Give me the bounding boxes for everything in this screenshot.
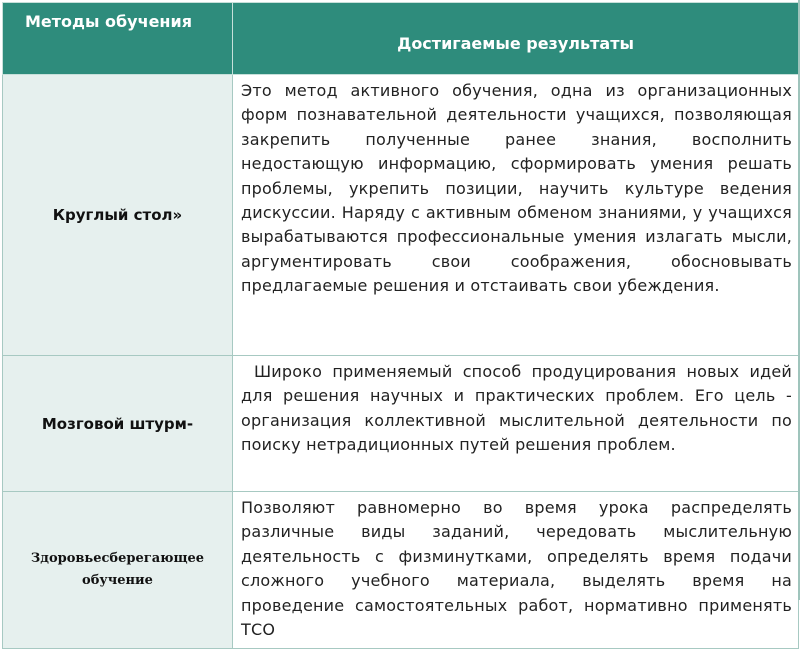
header-methods: Методы обучения	[3, 3, 233, 75]
result-cell-brainstorm: Широко применяемый способ продуцирования новых идей для решения научных и практических проблем. Его цель - организация коллективной мыслительной деятельности по поиску нетрадиционных путей решения проблем.	[233, 356, 799, 492]
method-cell-round-table: Круглый стол»	[3, 75, 233, 356]
table-row	[3, 492, 799, 649]
methods-table	[2, 2, 799, 649]
result-cell-round-table: Это метод активного обучения, одна из организационных форм познавательной деятельности учащихся, позволяющая закрепить полученные ранее знания, восполнить недостающую информацию, сформировать умения решать проблемы, укрепить позиции, научить культуре ведения дискуссии. Наряду с активным обменом знаниями, у учащихся вырабатываются профессиональные умения излагать мысли, аргументировать свои соображения, обосновывать предлагаемые решения и отстаивать свои убеждения.	[233, 75, 799, 356]
table-header-row	[3, 3, 799, 75]
table-row	[3, 75, 799, 356]
header-results: Достигаемые результаты	[233, 3, 799, 75]
method-cell-brainstorm: Мозговой штурм-	[3, 356, 233, 492]
method-cell-health-saving: Здоровьесберегающее обучение	[3, 492, 233, 649]
result-cell-health-saving: Позволяют равномерно во время урока распределять различные виды заданий, чередовать мыслительную деятельность с физминутками, определять время подачи сложного учебного материала, выделять время на проведение самостоятельных работ, нормативно применять ТСО	[233, 492, 799, 649]
table-row	[3, 356, 799, 492]
